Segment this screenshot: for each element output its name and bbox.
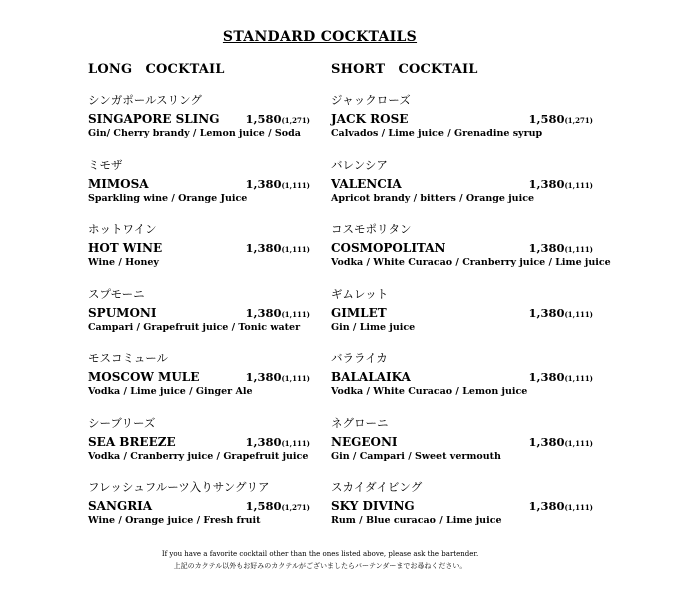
cocktail-name-jp: シーブリーズ bbox=[88, 415, 156, 430]
cocktail-name: COSMOPOLITAN bbox=[331, 241, 446, 255]
cocktail-item bbox=[331, 286, 593, 351]
cocktail-name: JACK ROSE bbox=[331, 112, 409, 126]
cocktail-item bbox=[88, 157, 310, 222]
cocktail-name-row bbox=[88, 435, 310, 451]
cocktail-price-value: 1,380 bbox=[245, 176, 282, 191]
cocktail-ingredients: Campari / Grapefruit juice / Tonic water bbox=[88, 321, 301, 333]
cocktail-item bbox=[331, 479, 593, 544]
cocktail-name-jp: バラライカ bbox=[331, 351, 388, 365]
cocktail-ingredients: Gin / Lime juice bbox=[331, 321, 416, 333]
long-cocktail-heading: LONG COCKTAIL bbox=[88, 62, 225, 77]
cocktail-price-pretax: (1,271) bbox=[281, 503, 310, 512]
cocktail-name-row bbox=[331, 241, 593, 257]
menu-title: STANDARD COCKTAILS bbox=[222, 29, 418, 45]
cocktail-ingredients: Vodka / Lime juice / Ginger Ale bbox=[88, 386, 253, 397]
footer-note-jp: 上記のカクテル以外もお好みのカクテルがございましたらバーテンダーまでお尋ねください。 bbox=[173, 562, 467, 570]
cocktail-price bbox=[245, 499, 310, 513]
cocktail-price-value: 1,380 bbox=[528, 434, 565, 449]
cocktail-item bbox=[331, 415, 593, 480]
cocktail-ingredients: Vodka / Cranberry juice / Grapefruit juice bbox=[88, 450, 309, 462]
cocktail-price-pretax: (1,111) bbox=[281, 309, 310, 319]
cocktail-price-value: 1,380 bbox=[528, 370, 565, 384]
cocktail-price bbox=[528, 370, 593, 384]
cocktail-price bbox=[528, 499, 593, 513]
cocktail-name-row bbox=[331, 177, 593, 193]
cocktail-price-pretax: (1,111) bbox=[564, 503, 593, 512]
cocktail-name-row bbox=[88, 241, 310, 257]
cocktail-price-pretax: (1,111) bbox=[281, 374, 310, 383]
short-cocktail-list bbox=[331, 92, 611, 544]
cocktail-name: BALALAIKA bbox=[331, 370, 411, 384]
cocktail-price bbox=[245, 241, 310, 255]
cocktail-price bbox=[528, 112, 593, 126]
long-cocktail-column bbox=[88, 58, 310, 544]
cocktail-price-pretax: (1,271) bbox=[281, 116, 310, 125]
cocktail-price bbox=[528, 306, 593, 320]
cocktail-name: GIMLET bbox=[331, 305, 387, 320]
cocktail-price-value: 1,580 bbox=[528, 112, 565, 126]
footer-note-en: If you have a favorite cocktail other than the ones listed above, please ask the bartender. bbox=[161, 550, 479, 558]
cocktail-name-jp: シンガポールスリング bbox=[88, 93, 202, 107]
cocktail-price-pretax: (1,111) bbox=[564, 180, 593, 190]
cocktail-item bbox=[88, 479, 310, 544]
short-cocktail-heading: SHORT COCKTAIL bbox=[331, 62, 478, 77]
cocktail-item bbox=[88, 221, 310, 286]
cocktail-price-value: 1,580 bbox=[245, 499, 282, 513]
cocktail-ingredients: Wine / Orange juice / Fresh fruit bbox=[88, 515, 261, 526]
cocktail-ingredients: Gin / Campari / Sweet vermouth bbox=[331, 450, 501, 462]
cocktail-price-value: 1,380 bbox=[245, 370, 282, 384]
cocktail-name-jp: ミモザ bbox=[88, 157, 123, 172]
cocktail-name-jp: ジャックローズ bbox=[331, 93, 411, 107]
cocktail-price-pretax: (1,271) bbox=[564, 116, 593, 125]
cocktail-price-value: 1,380 bbox=[528, 176, 565, 191]
cocktail-price bbox=[245, 177, 310, 191]
cocktail-name: SKY DIVING bbox=[331, 499, 415, 513]
cocktail-name-row bbox=[88, 306, 310, 322]
cocktail-price bbox=[245, 112, 310, 126]
cocktail-price-pretax: (1,111) bbox=[281, 180, 310, 190]
cocktail-name-jp: フレッシュフルーツ入りサングリア bbox=[88, 480, 270, 494]
cocktail-price-value: 1,380 bbox=[528, 305, 565, 320]
cocktail-price bbox=[245, 306, 310, 320]
cocktail-price-value: 1,580 bbox=[245, 112, 282, 126]
cocktail-name-jp: バレンシア bbox=[331, 157, 388, 172]
cocktail-ingredients: Apricot brandy / bitters / Orange juice bbox=[331, 192, 535, 204]
cocktail-item bbox=[88, 92, 310, 157]
cocktail-price-pretax: (1,111) bbox=[564, 438, 593, 448]
cocktail-price-value: 1,380 bbox=[245, 241, 282, 255]
cocktail-price bbox=[245, 435, 310, 449]
cocktail-name: SPUMONI bbox=[88, 305, 157, 320]
cocktail-name-row bbox=[331, 370, 593, 386]
cocktail-ingredients: Gin/ Cherry brandy / Lemon juice / Soda bbox=[88, 128, 301, 139]
cocktail-name-jp: コスモポリタン bbox=[331, 222, 412, 236]
cocktail-ingredients: Wine / Honey bbox=[88, 257, 159, 268]
cocktail-item bbox=[331, 221, 611, 286]
cocktail-ingredients: Vodka / White Curacao / Lemon juice bbox=[331, 386, 528, 397]
cocktail-name-row bbox=[88, 499, 310, 515]
cocktail-price bbox=[245, 370, 310, 384]
cocktail-item bbox=[331, 92, 593, 157]
cocktail-price-pretax: (1,111) bbox=[564, 309, 593, 319]
cocktail-price bbox=[528, 241, 593, 255]
cocktail-name-row bbox=[331, 499, 593, 515]
cocktail-name-jp: ギムレット bbox=[331, 286, 389, 301]
cocktail-name-jp: ネグローニ bbox=[331, 415, 389, 430]
cocktail-price-pretax: (1,111) bbox=[564, 374, 593, 383]
cocktail-ingredients: Rum / Blue curacao / Lime juice bbox=[331, 515, 502, 526]
long-cocktail-list bbox=[88, 92, 310, 544]
cocktail-name-jp: ホットワイン bbox=[88, 222, 157, 236]
cocktail-name-jp: スプモーニ bbox=[88, 286, 145, 301]
cocktail-name-row bbox=[88, 112, 310, 128]
cocktail-name: MOSCOW MULE bbox=[88, 370, 200, 384]
cocktail-name-row bbox=[331, 435, 593, 451]
cocktail-price-value: 1,380 bbox=[245, 434, 282, 449]
cocktail-name-jp: モスコミュール bbox=[88, 351, 169, 365]
cocktail-name: SANGRIA bbox=[88, 499, 153, 513]
cocktail-name: NEGEONI bbox=[331, 434, 398, 449]
cocktail-name: HOT WINE bbox=[88, 241, 163, 255]
cocktail-name-row bbox=[88, 177, 310, 193]
cocktail-price-pretax: (1,111) bbox=[281, 438, 310, 448]
cocktail-name-row bbox=[331, 306, 593, 322]
cocktail-name: SINGAPORE SLING bbox=[88, 112, 220, 126]
cocktail-item bbox=[331, 157, 593, 222]
cocktail-item bbox=[88, 286, 310, 351]
cocktail-name-jp: スカイダイビング bbox=[331, 480, 423, 494]
cocktail-price-value: 1,380 bbox=[528, 499, 565, 513]
cocktail-name: MIMOSA bbox=[88, 176, 149, 191]
cocktail-price-value: 1,380 bbox=[528, 241, 565, 255]
cocktail-price-value: 1,380 bbox=[245, 305, 282, 320]
cocktail-ingredients: Calvados / Lime juice / Grenadine syrup bbox=[331, 128, 543, 139]
cocktail-item bbox=[331, 350, 593, 415]
cocktail-name: SEA BREEZE bbox=[88, 434, 176, 449]
cocktail-name-row bbox=[331, 112, 593, 128]
cocktail-name-row bbox=[88, 370, 310, 386]
cocktail-price bbox=[528, 435, 593, 449]
cocktail-price bbox=[528, 177, 593, 191]
cocktail-item bbox=[88, 415, 310, 480]
cocktail-price-pretax: (1,111) bbox=[564, 245, 593, 254]
cocktail-name: VALENCIA bbox=[331, 176, 402, 191]
cocktail-ingredients: Vodka / White Curacao / Cranberry juice / Lime juice bbox=[331, 257, 611, 268]
cocktail-ingredients: Sparkling wine / Orange Juice bbox=[88, 192, 248, 204]
cocktail-item bbox=[88, 350, 310, 415]
cocktail-price-pretax: (1,111) bbox=[281, 245, 310, 254]
short-cocktail-column bbox=[331, 58, 611, 544]
